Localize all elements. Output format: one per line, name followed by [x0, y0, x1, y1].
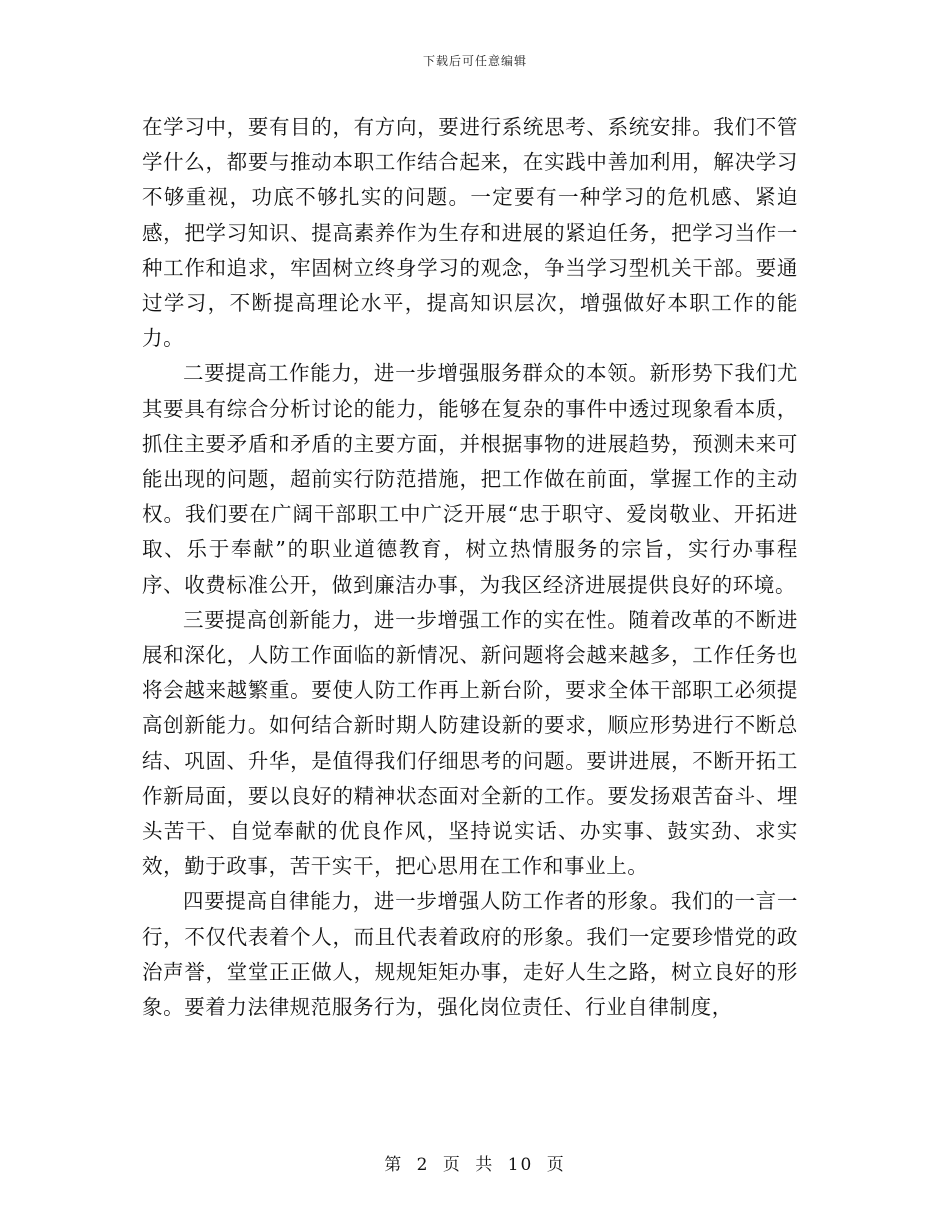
page-header: 下载后可任意编辑 [422, 54, 527, 68]
page-number-footer: 第 2 页 共 10 页 [384, 1155, 566, 1175]
paragraph-work-ability: 二要提高工作能力，进一步增强服务群众的本领。新形势下我们尤其要具有综合分析讨论的能力，能够在复杂的事件中透过现象看本质，抓住主要矛盾和矛盾的主要方面，并根据事物的进展趋势，预测未来可能出现的问题，超前实行防范措施，把工作做在前面，掌握工作的主动权。我们要在广阔干部职工中广泛开展“忠于职守、爱岗敬业、开拓进取、乐于奉献”的职业道德教育，树立热情服务的宗旨，实行办事程序、收费标准公开，做到廉洁办事，为我区经济进展提供良好的环境。 [142, 361, 798, 597]
paragraph-innovation-ability: 三要提高创新能力，进一步增强工作的实在性。随着改革的不断进展和深化，人防工作面临的新情况、新问题将会越来越多，工作任务也将会越来越繁重。要使人防工作再上新台阶，要求全体干部职工必须提高创新能力。如何结合新时期人防建设新的要求，顺应形势进行不断总结、巩固、升华，是值得我们仔细思考的问题。要讲进展，不断开拓工作新局面，要以良好的精神状态面对全新的工作。要发扬艰苦奋斗、埋头苦干、自觉奉献的优良作风，坚持说实话、办实事、鼓实劲、求实效，勤于政事，苦干实干，把心思用在工作和事业上。 [142, 607, 798, 879]
document-body [142, 110, 798, 1025]
paragraph-study: 在学习中，要有目的，有方向，要进行系统思考、系统安排。我们不管学什么，都要与推动本职工作结合起来，在实践中善加利用，解决学习不够重视，功底不够扎实的问题。一定要有一种学习的危机感、紧迫感，把学习知识、提高素养作为生存和进展的紧迫任务，把学习当作一种工作和追求，牢固树立终身学习的观念，争当学习型机关干部。要通过学习，不断提高理论水平，提高知识层次，增强做好本职工作的能力。 [142, 115, 798, 351]
paragraph-self-discipline: 四要提高自律能力，进一步增强人防工作者的形象。我们的一言一行，不仅代表着个人，而且代表着政府的形象。我们一定要珍惜党的政治声誉，堂堂正正做人，规规矩矩办事，走好人生之路，树立良好的形象。要着力法律规范服务行为，强化岗位责任、行业自律制度， [142, 889, 798, 1020]
